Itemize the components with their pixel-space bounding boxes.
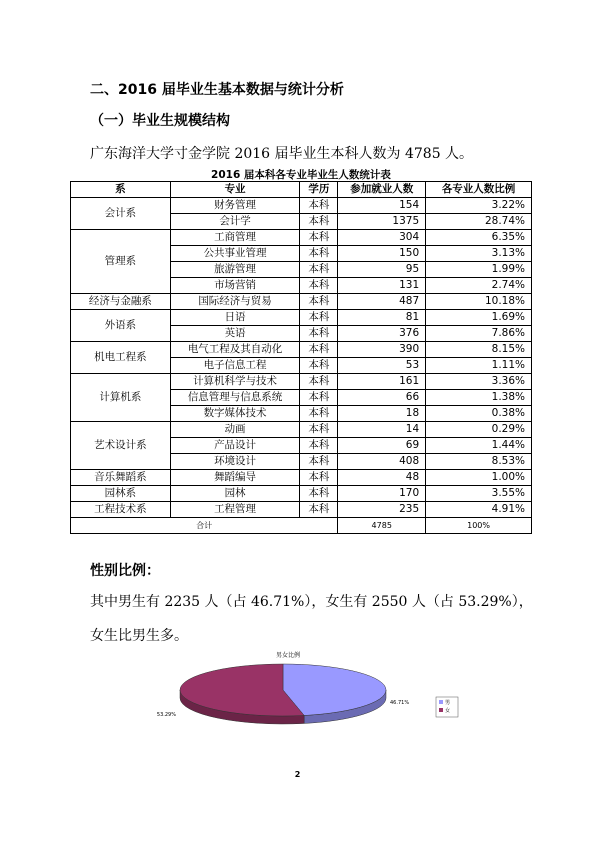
pie-data-label: 46.71%: [390, 700, 410, 706]
ratio-cell: 1.69%: [426, 310, 532, 326]
dept-cell: 外语系: [71, 310, 171, 342]
count-cell: 390: [338, 342, 426, 358]
degree-cell: 本科: [300, 502, 338, 518]
major-cell: 会计学: [170, 214, 300, 230]
section-heading: 二、2016 届毕业生基本数据与统计分析: [90, 82, 344, 98]
ratio-cell: 0.38%: [426, 406, 532, 422]
ratio-cell: 1.44%: [426, 438, 532, 454]
table-body: [71, 198, 532, 534]
count-cell: 161: [338, 374, 426, 390]
chart-legend: [436, 697, 458, 717]
subsection-heading: （一）毕业生规模结构: [90, 113, 230, 129]
table-header-row: [71, 182, 532, 198]
major-cell: 市场营销: [170, 278, 300, 294]
legend-label: 女: [445, 708, 451, 714]
count-cell: 170: [338, 486, 426, 502]
table-row: [71, 422, 532, 438]
dept-cell: 管理系: [71, 230, 171, 294]
dept-cell: 机电工程系: [71, 342, 171, 374]
ratio-cell: 1.38%: [426, 390, 532, 406]
count-cell: 408: [338, 454, 426, 470]
table-row: [71, 486, 532, 502]
count-cell: 81: [338, 310, 426, 326]
table-caption: 2016 届本科各专业毕业生人数统计表: [211, 169, 391, 181]
degree-cell: 本科: [300, 422, 338, 438]
header-degree: 学历: [300, 182, 338, 198]
count-cell: 1375: [338, 214, 426, 230]
table-row: [71, 198, 532, 214]
total-count: 4785: [338, 518, 426, 534]
dept-cell: 计算机系: [71, 374, 171, 422]
intro-paragraph: 广东海洋大学寸金学院 2016 届毕业生本科人数为 4785 人。: [90, 146, 474, 162]
table-row: [71, 310, 532, 326]
ratio-cell: 1.99%: [426, 262, 532, 278]
ratio-cell: 10.18%: [426, 294, 532, 310]
pie-data-label: 53.29%: [156, 712, 176, 718]
major-cell: 英语: [170, 326, 300, 342]
ratio-cell: 7.86%: [426, 326, 532, 342]
count-cell: 487: [338, 294, 426, 310]
legend-swatch: [439, 708, 443, 712]
count-cell: 18: [338, 406, 426, 422]
degree-cell: 本科: [300, 390, 338, 406]
header-dept: 系: [71, 182, 171, 198]
count-cell: 150: [338, 246, 426, 262]
count-cell: 48: [338, 470, 426, 486]
header-major: 专业: [170, 182, 300, 198]
ratio-cell: 8.53%: [426, 454, 532, 470]
legend-label: 男: [445, 700, 451, 706]
major-cell: 日语: [170, 310, 300, 326]
count-cell: 304: [338, 230, 426, 246]
table-row: [71, 502, 532, 518]
graduates-table: [70, 181, 532, 534]
gender-pie-chart: [140, 645, 470, 745]
degree-cell: 本科: [300, 374, 338, 390]
degree-cell: 本科: [300, 358, 338, 374]
ratio-cell: 6.35%: [426, 230, 532, 246]
table-row: [71, 342, 532, 358]
major-cell: 计算机科学与技术: [170, 374, 300, 390]
ratio-cell: 4.91%: [426, 502, 532, 518]
ratio-cell: 8.15%: [426, 342, 532, 358]
table-row: [71, 230, 532, 246]
major-cell: 园林: [170, 486, 300, 502]
ratio-cell: 1.11%: [426, 358, 532, 374]
major-cell: 电子信息工程: [170, 358, 300, 374]
ratio-cell: 28.74%: [426, 214, 532, 230]
degree-cell: 本科: [300, 262, 338, 278]
degree-cell: 本科: [300, 310, 338, 326]
legend-swatch: [439, 700, 443, 704]
count-cell: 235: [338, 502, 426, 518]
degree-cell: 本科: [300, 278, 338, 294]
dept-cell: 艺术设计系: [71, 422, 171, 470]
ratio-cell: 3.36%: [426, 374, 532, 390]
total-label: 合计: [71, 518, 338, 534]
degree-cell: 本科: [300, 198, 338, 214]
degree-cell: 本科: [300, 454, 338, 470]
major-cell: 信息管理与信息系统: [170, 390, 300, 406]
total-row: [71, 518, 532, 534]
table-row: [71, 374, 532, 390]
page-number: 2: [294, 770, 301, 779]
dept-cell: 工程技术系: [71, 502, 171, 518]
ratio-cell: 3.13%: [426, 246, 532, 262]
header-ratio: 各专业人数比例: [426, 182, 532, 198]
major-cell: 旅游管理: [170, 262, 300, 278]
degree-cell: 本科: [300, 246, 338, 262]
major-cell: 公共事业管理: [170, 246, 300, 262]
gender-paragraph-line2: 女生比男生多。: [90, 628, 188, 644]
degree-cell: 本科: [300, 294, 338, 310]
major-cell: 动画: [170, 422, 300, 438]
count-cell: 53: [338, 358, 426, 374]
ratio-cell: 3.55%: [426, 486, 532, 502]
degree-cell: 本科: [300, 326, 338, 342]
degree-cell: 本科: [300, 214, 338, 230]
table-row: [71, 470, 532, 486]
degree-cell: 本科: [300, 342, 338, 358]
degree-cell: 本科: [300, 406, 338, 422]
count-cell: 95: [338, 262, 426, 278]
major-cell: 数字媒体技术: [170, 406, 300, 422]
dept-cell: 园林系: [71, 486, 171, 502]
table-row: [71, 294, 532, 310]
ratio-cell: 2.74%: [426, 278, 532, 294]
degree-cell: 本科: [300, 230, 338, 246]
chart-title: 男女比例: [275, 652, 301, 659]
ratio-cell: 1.00%: [426, 470, 532, 486]
gender-heading: 性别比例：: [90, 563, 160, 579]
major-cell: 舞蹈编导: [170, 470, 300, 486]
degree-cell: 本科: [300, 470, 338, 486]
dept-cell: 音乐舞蹈系: [71, 470, 171, 486]
count-cell: 69: [338, 438, 426, 454]
major-cell: 工商管理: [170, 230, 300, 246]
major-cell: 财务管理: [170, 198, 300, 214]
major-cell: 环境设计: [170, 454, 300, 470]
dept-cell: 经济与金融系: [71, 294, 171, 310]
dept-cell: 会计系: [71, 198, 171, 230]
count-cell: 154: [338, 198, 426, 214]
gender-paragraph-line1: 其中男生有 2235 人（占 46.71%），女生有 2550 人（占 53.29%），: [90, 594, 533, 610]
major-cell: 国际经济与贸易: [170, 294, 300, 310]
major-cell: 电气工程及其自动化: [170, 342, 300, 358]
ratio-cell: 0.29%: [426, 422, 532, 438]
count-cell: 14: [338, 422, 426, 438]
count-cell: 131: [338, 278, 426, 294]
major-cell: 工程管理: [170, 502, 300, 518]
degree-cell: 本科: [300, 438, 338, 454]
count-cell: 66: [338, 390, 426, 406]
count-cell: 376: [338, 326, 426, 342]
total-ratio: 100%: [426, 518, 532, 534]
major-cell: 产品设计: [170, 438, 300, 454]
degree-cell: 本科: [300, 486, 338, 502]
ratio-cell: 3.22%: [426, 198, 532, 214]
header-count: 参加就业人数: [338, 182, 426, 198]
